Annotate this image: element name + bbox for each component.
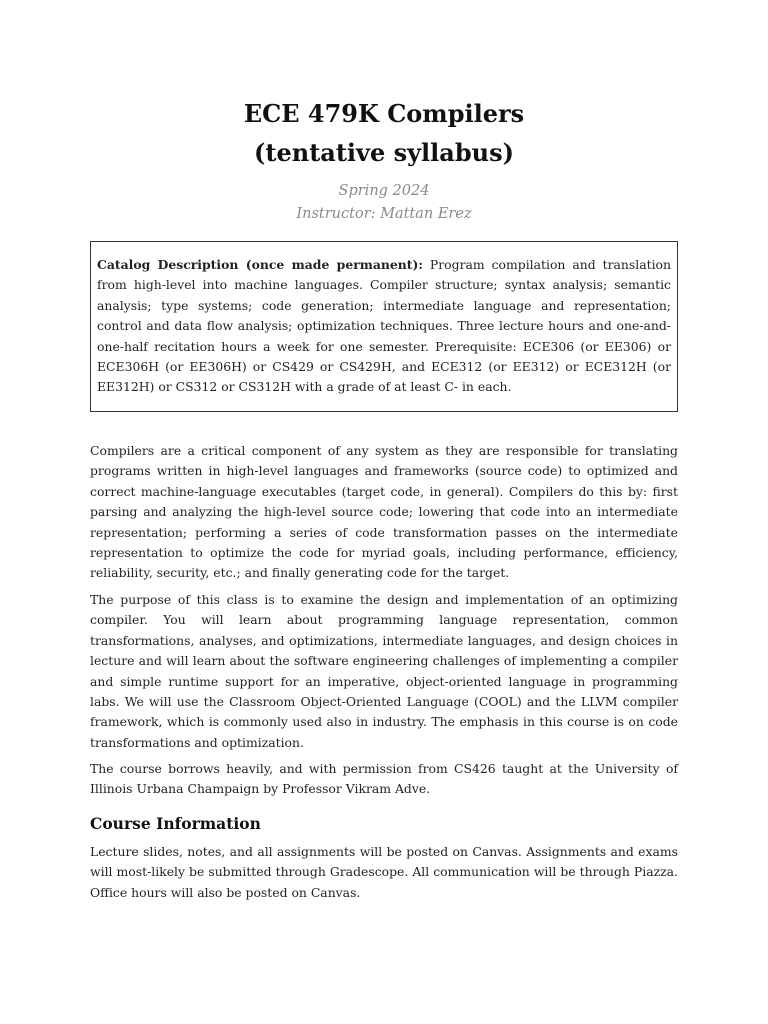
course-information-text: Lecture slides, notes, and all assignments will be posted on Canvas. Assignments and exams will most-likely be submitted through Gradescope. All communication will be through Piazza. Office hours will also be posted on Canvas. <box>90 844 678 900</box>
course-information-paragraph <box>90 842 678 903</box>
intro-paragraph <box>90 441 678 584</box>
catalog-description-box <box>90 241 678 412</box>
course-information-heading: Course Information <box>90 814 261 833</box>
document-subtitle: (tentative syllabus) <box>254 138 514 167</box>
term-label: Spring 2024 <box>338 183 430 199</box>
intro-text: Compilers are a critical component of any system as they are responsible for translating programs written in high-level languages and frameworks (source code) to optimized and correct machine-language executables (target code, in general). Compilers do this by: first parsing and analyzing the high-level source code; lowering that code into an intermediate representation; performing a series of code transformation passes on the intermediate representation to optimize the code for myriad goals, including performance, efficiency, reliability, security, etc.; and finally generating code for the target. <box>90 443 678 581</box>
purpose-text: The purpose of this class is to examine the design and implementation of an optimizing compiler. You will learn about programming language representation, common transformations, analyses, and optimizations, intermediate languages, and design choices in lecture and will learn about the software engineering challenges of implementing a compiler and simple runtime support for an imperative, object-oriented language in programming labs. We will use the Classroom Object-Oriented Language (COOL) and the LLVM compiler framework, which is commonly used also in industry. The emphasis in this course is on code transformations and optimization. <box>90 592 678 750</box>
catalog-description <box>97 255 671 398</box>
credits-text: The course borrows heavily, and with permission from CS426 taught at the University of Illinois Urbana Champaign by Professor Vikram Adve. <box>90 761 678 797</box>
catalog-description-text: Program compilation and translation from high-level into machine languages. Compiler structure; syntax analysis; semantic analysis; type systems; code generation; intermediate language and representation; control and data flow analysis; optimization techniques. Three lecture hours and one-and-one-half recitation hours a week for one semester. Prerequisite: ECE306 (or EE306) or ECE306H (or EE306H) or CS429 or CS429H, and ECE312 (or EE312) or ECE312H (or EE312H) or CS312 or CS312H with a grade of at least C- in each. <box>97 257 671 395</box>
catalog-description-label: Catalog Description (once made permanent): <box>97 257 423 272</box>
document-title: ECE 479K Compilers <box>243 99 525 128</box>
instructor-label: Instructor: Mattan Erez <box>296 206 472 222</box>
credits-paragraph <box>90 759 678 800</box>
purpose-paragraph <box>90 590 678 753</box>
